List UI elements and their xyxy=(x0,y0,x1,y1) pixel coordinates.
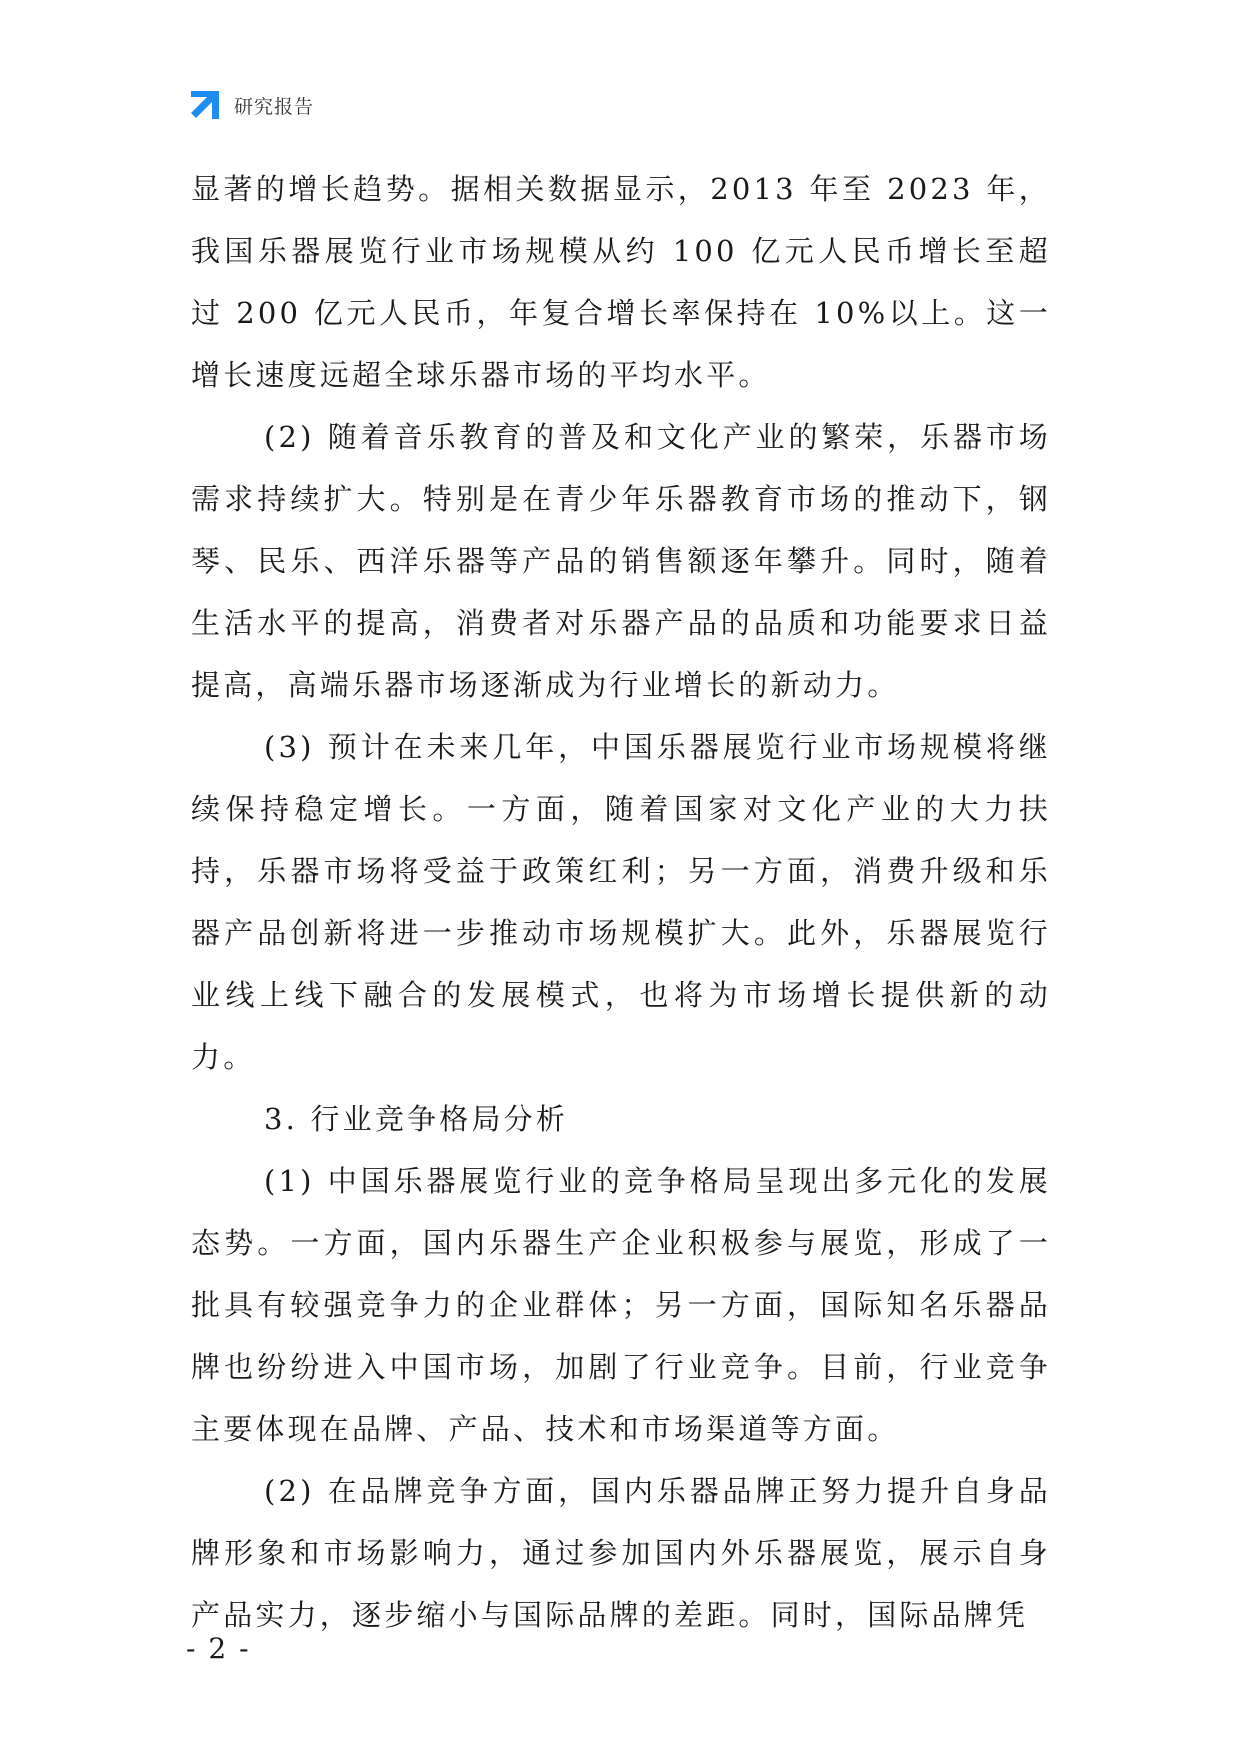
paragraph-brand-competition: (2) 在品牌竞争方面，国内乐器品牌正努力提升自身品牌形象和市场影响力，通过参加国内外乐器展览，展示自身产品实力，逐步缩小与国际品牌的差距。同时，国际品牌凭 xyxy=(191,1474,1051,1632)
arrow-up-right-icon xyxy=(188,88,222,122)
paragraph-continuation: 显著的增长趋势。据相关数据显示，2013 年至 2023 年，我国乐器展览行业市场规模从约 100 亿元人民币增长至超过 200 亿元人民币，年复合增长率保持在 10%以上。这一增长速度远超全球乐器市场的平均水平。 xyxy=(191,172,1051,392)
paragraph-market-forecast: (3) 预计在未来几年，中国乐器展览行业市场规模将继续保持稳定增长。一方面，随着国家对文化产业的大力扶持，乐器市场将受益于政策红利；另一方面，消费升级和乐器产品创新将进一步推动市场规模扩大。此外，乐器展览行业线上线下融合的发展模式，也将为市场增长提供新的动力。 xyxy=(191,730,1051,1074)
paragraph-competition-overview: (1) 中国乐器展览行业的竞争格局呈现出多元化的发展态势。一方面，国内乐器生产企业积极参与展览，形成了一批具有较强竞争力的企业群体；另一方面，国际知名乐器品牌也纷纷进入中国市场，加剧了行业竞争。目前，行业竞争主要体现在品牌、产品、技术和市场渠道等方面。 xyxy=(191,1164,1051,1446)
page-number: - 2 - xyxy=(186,1632,251,1665)
report-header xyxy=(188,88,314,122)
section-heading-competition: 3. 行业竞争格局分析 xyxy=(264,1102,569,1136)
header-title: 研究报告 xyxy=(234,95,315,118)
paragraph-market-demand: (2) 随着音乐教育的普及和文化产业的繁荣，乐器市场需求持续扩大。特别是在青少年乐器教育市场的推动下，钢琴、民乐、西洋乐器等产品的销售额逐年攀升。同时，随着生活水平的提高，消费者对乐器产品的品质和功能要求日益提高，高端乐器市场逐渐成为行业增长的新动力。 xyxy=(191,420,1051,702)
document-body xyxy=(191,158,1051,1646)
